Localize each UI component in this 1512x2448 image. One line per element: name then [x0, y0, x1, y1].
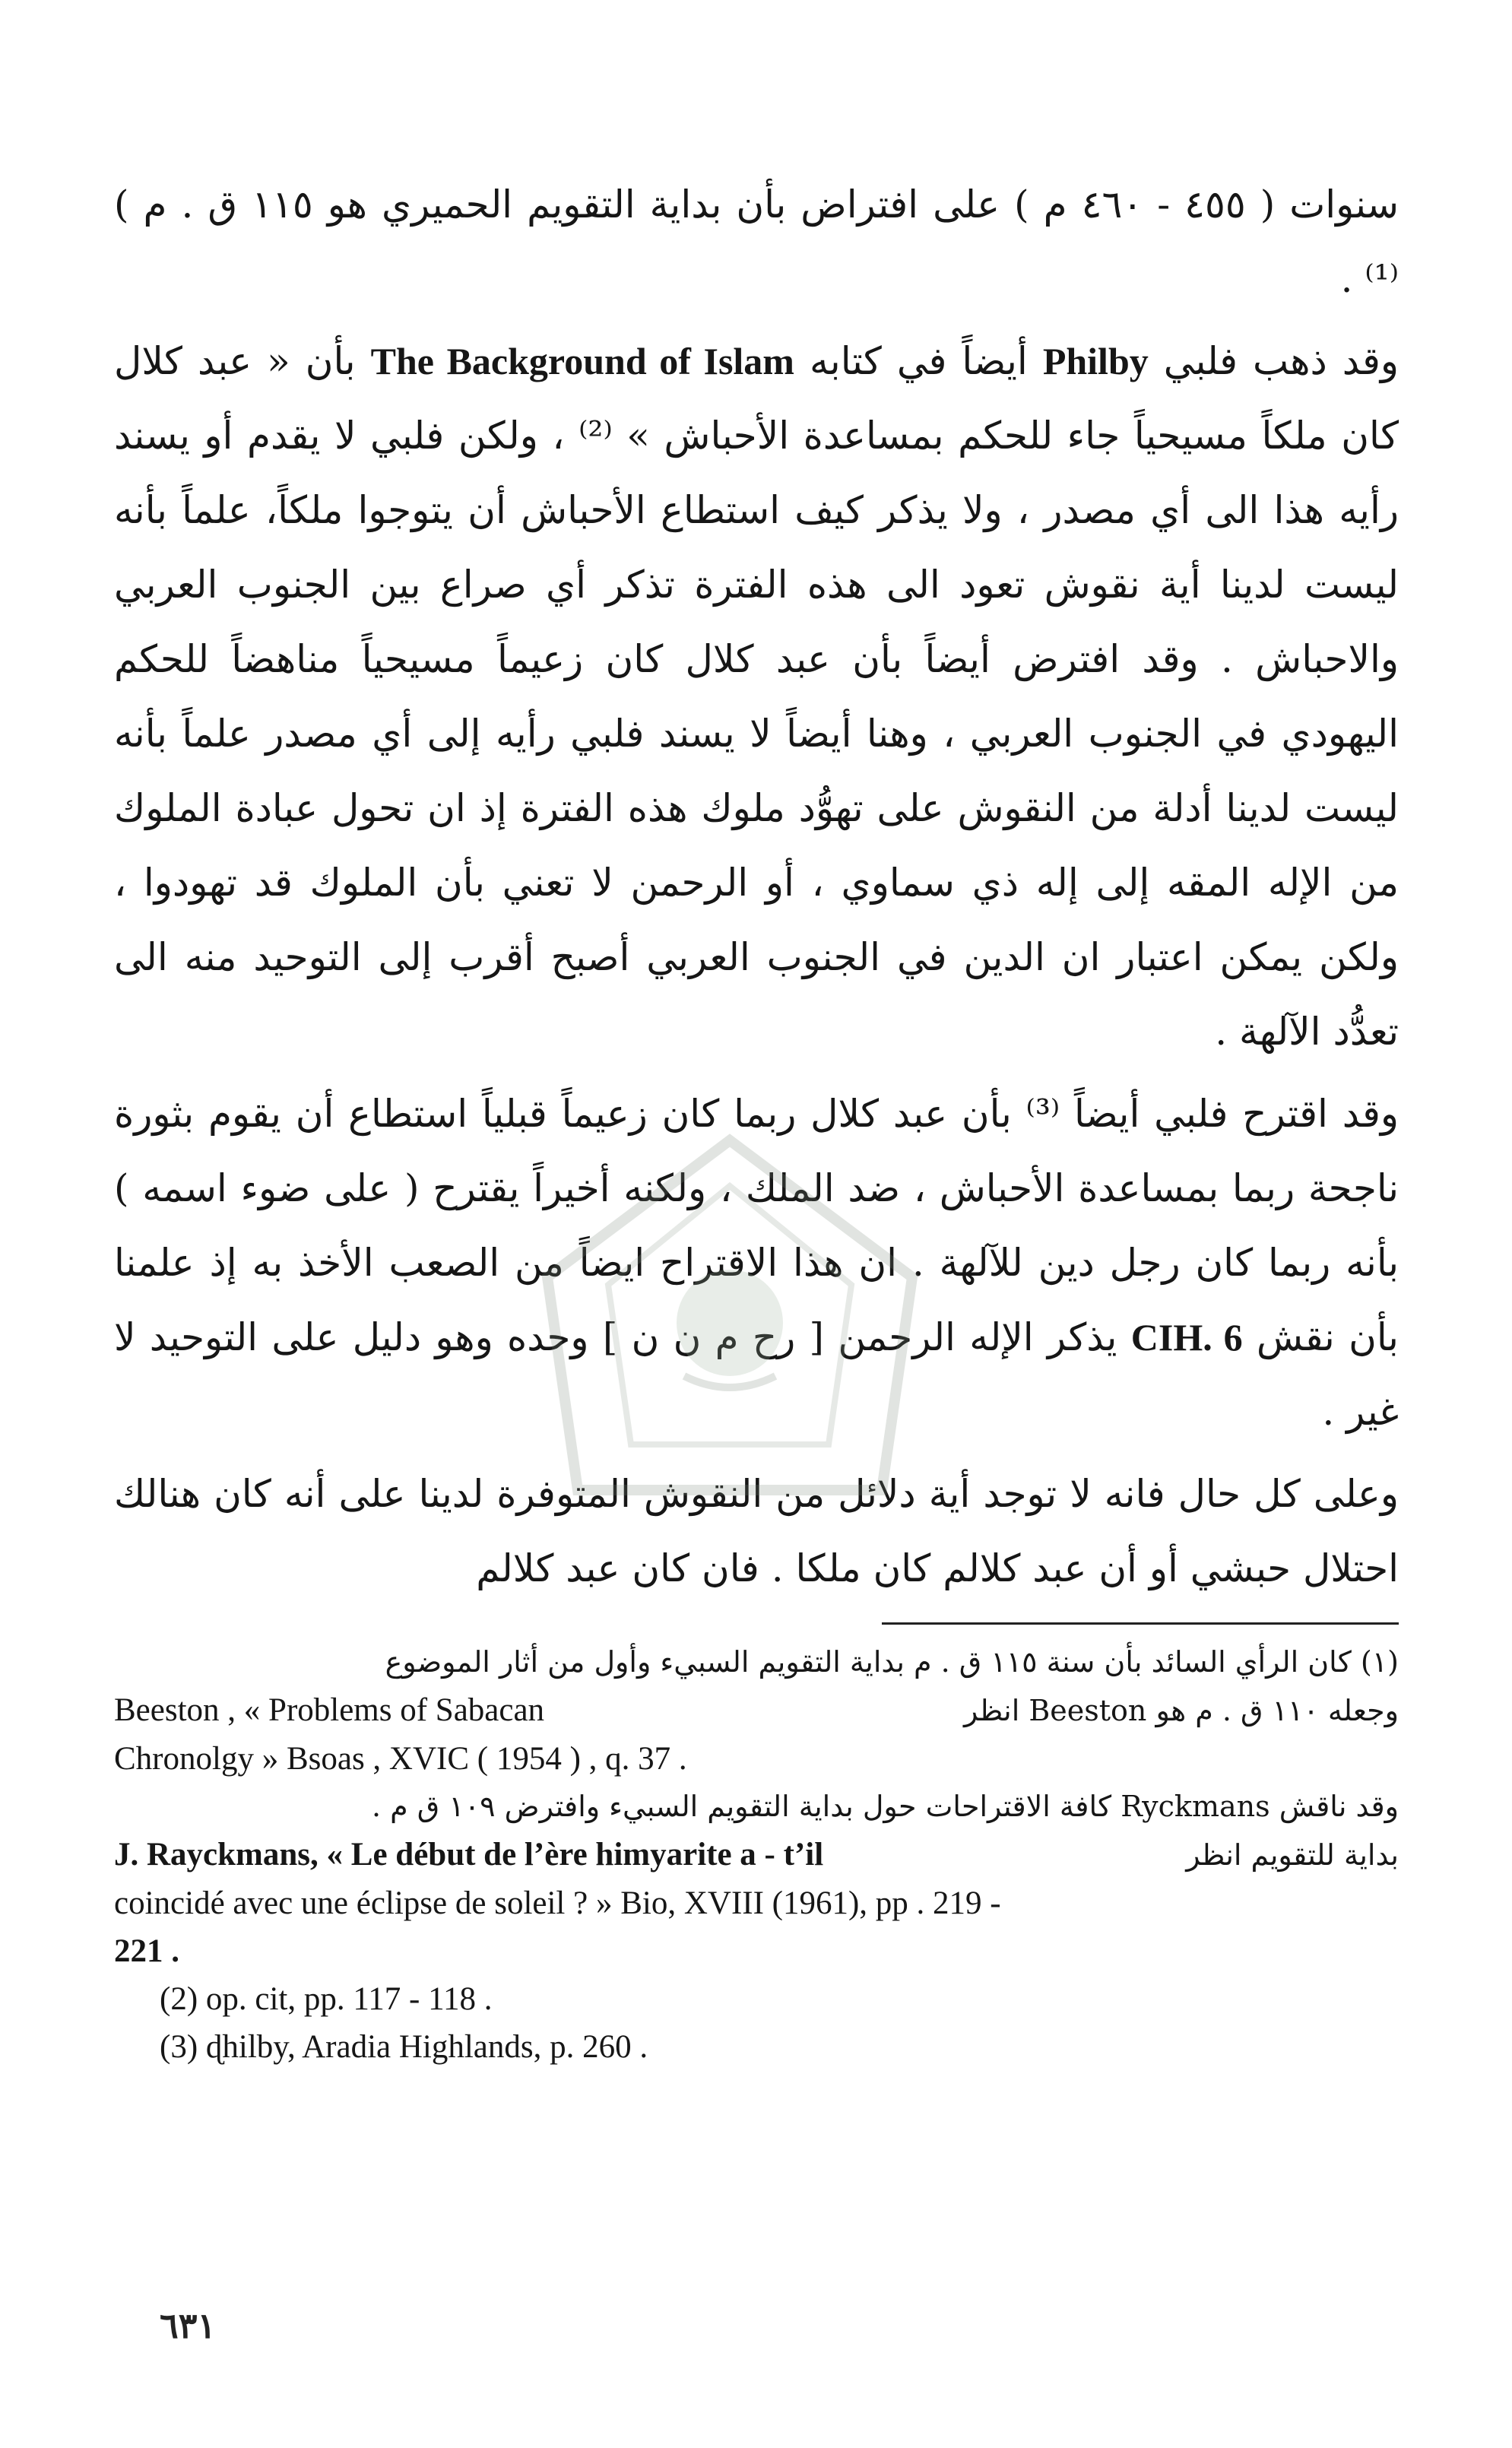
paragraph-1	[114, 167, 1399, 316]
footnote-1-line-4: وقد ناقش Ryckmans كافة الاقتراحات حول بداية التقويم السبيء وافترض ١٠٩ ق م .	[372, 1790, 1399, 1823]
paragraph-2-text-a: وقد ذهب فلبي	[1148, 339, 1399, 383]
footnote-1-arabic-5: بداية للتقويم انظر	[1186, 1838, 1399, 1872]
paragraph-4-text: وعلى كل حال فانه لا توجد أية دلائل من النقوش المتوفرة لدينا على أنه كان هنالك احتلال حبشي أو أن عبد كلالم كان ملكا . فان كان عبد كلالم	[114, 1472, 1399, 1590]
latin-philby: Philby	[1042, 340, 1149, 382]
latin-cih: CIH. 6	[1130, 1316, 1243, 1359]
paragraph-3-text-b: يذكر الإله الرحمن [ رح م ن ن ] وحده وهو دليل على التوحيد لا غير .	[114, 1315, 1399, 1434]
paragraph-3-text-a: وقد اقترح فلبي أيضاً ⁽³⁾ بأن عبد كلال ربما كان زعيماً قبلياً استطاع أن يقوم بثورة ناجحة ربما بمساعدة الأحباش ، ضد الملك ، ولكنه أخيراً يقترح ( على ضوء اسمه ) بأنه ربما كان رجل دين للآلهة . ان هذا الاقتراح ايضاً من الصعب الأخذ به إذ علمنا بأن نقش	[114, 1092, 1399, 1359]
footnote-1-line-3: Chronolgy » Bsoas , XVIC ( 1954 ) , q. 37 .	[114, 1741, 687, 1777]
footnote-1-latin-2: Beeston , « Problems of Sabacan	[114, 1692, 545, 1728]
footnote-1-line-5	[114, 1831, 1399, 1879]
footnotes	[114, 1638, 1399, 2071]
footnote-separator	[882, 1622, 1399, 1625]
paragraph-1-text: سنوات ( ٤٥٥ - ٤٦٠ م ) على افتراض بأن بداية التقويم الحميري هو ١١٥ ق . م ) ⁽¹⁾ .	[114, 182, 1399, 301]
library-seal-watermark-icon	[532, 1125, 927, 1505]
footnote-2: (2) op. cit, pp. 117 - 118 .	[160, 1981, 493, 2017]
paragraph-2	[114, 324, 1399, 1069]
page-number: ٦٣١	[160, 2305, 217, 2346]
footnote-3: (3) ɖhilby, Aradia Highlands, p. 260 .	[160, 2029, 648, 2065]
footnote-1-line-2	[114, 1686, 1399, 1735]
latin-book-title: The Background of Islam	[370, 340, 794, 382]
paragraph-2-text-b: أيضاً في كتابه	[794, 339, 1043, 383]
footnote-1-line-1: (١) كان الرأي السائد بأن سنة ١١٥ ق . م بداية التقويم السبيء وأول من أثار الموضوع	[385, 1645, 1399, 1679]
paragraph-2-text-c: بأن « عبد كلال كان ملكاً مسيحياً جاء للحكم بمساعدة الأحباش » ⁽²⁾ ، ولكن فلبي لا يقدم أو يسند رأيه هذا الى أي مصدر ، ولا يذكر كيف استطاع الأحباش أن يتوجوا ملكاً، علماً بأنه ليست لدينا أية نقوش تعود الى هذه الفترة تذكر أي صراع بين الجنوب العربي والاحباش . وقد افترض أيضاً بأن عبد كلال كان زعيماً مسيحياً مناهضاً للحكم اليهودي في الجنوب العربي ، وهنا أيضاً لا يسند فلبي رأيه إلى أي مصدر علماً بأنه ليست لدينا أدلة من النقوش على تهوُّد ملوك هذه الفترة إذ ان تحول عبادة الملوك من الإله المقه إلى إله ذي سماوي ، أو الرحمن لا تعني بأن الملوك قد تهودوا ، ولكن يمكن اعتبار ان الدين في الجنوب العربي أصبح أقرب إلى التوحيد منه الى تعدُّد الآلهة .	[114, 339, 1399, 1054]
footnote-1-latin-5: J. Rayckmans, « Le début de l’ère himyarite a - t’il	[114, 1837, 824, 1872]
footnote-1-line-7: 221 .	[114, 1933, 179, 1969]
footnote-1-arabic-2: وجعله ١١٠ ق . م هو Beeston انظر	[964, 1694, 1399, 1727]
footnote-1-line-6: coincidé avec une éclipse de soleil ? » Bio, XVIII (1961), pp . 219 -	[114, 1885, 1001, 1921]
